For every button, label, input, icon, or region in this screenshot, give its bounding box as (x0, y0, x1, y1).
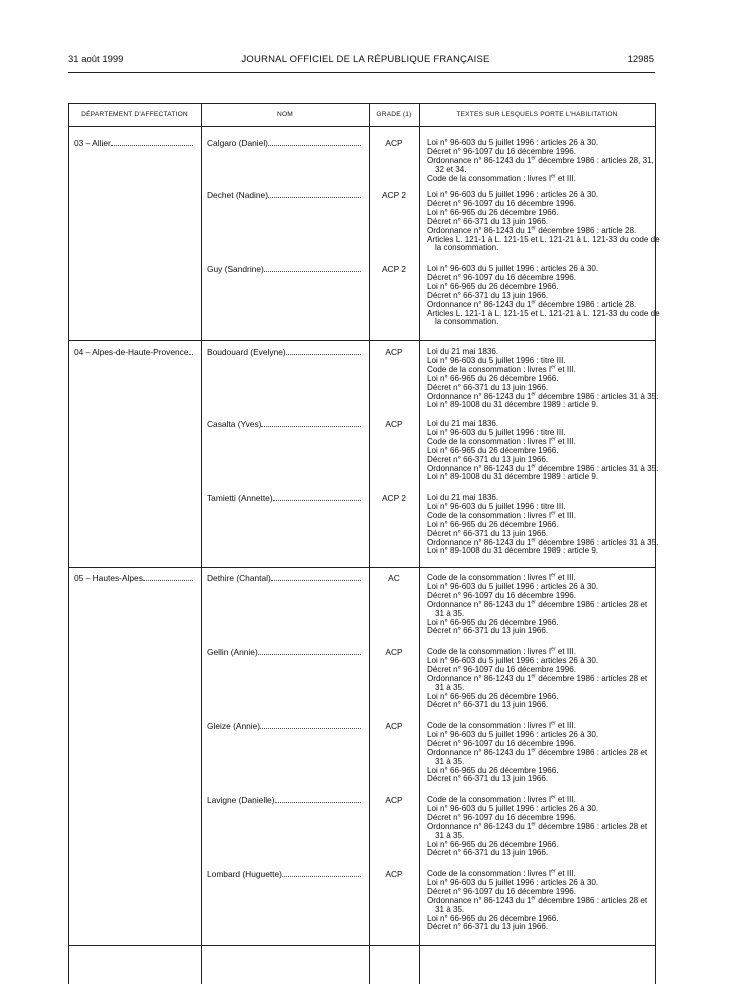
habilitation-text-line: Loi n° 96-603 du 5 juillet 1996 : articles 26 à 30. (427, 581, 599, 591)
habilitation-text-line: Loi n° 89-1008 du 31 décembre 1989 : article 9. (427, 400, 599, 410)
grade-cell: ACP (385, 347, 403, 357)
habilitation-text-line: Décret n° 66-371 du 13 juin 1966. (427, 922, 549, 932)
column-divider (201, 103, 202, 984)
habilitation-text-line: Loi n° 96-603 du 5 juillet 1996 : titre III. (427, 427, 566, 437)
habilitation-text-line: 31 à 35. (435, 756, 465, 766)
habilitation-text-line: Code de la consommation : livres Ier et III. (427, 720, 576, 730)
habilitation-text-line: Code de la consommation : livres Ier et III. (427, 172, 576, 183)
column-header-department: DÉPARTEMENT D'AFFECTATION (81, 111, 188, 118)
habilitation-text-line: Ordonnance n° 86-1243 du 1er décembre 1986 : articles 28, 31, (427, 155, 654, 165)
grade-cell: ACP 2 (381, 264, 407, 274)
habilitation-text-line: Loi du 21 mai 1836. (427, 347, 499, 356)
header-rule (68, 72, 655, 73)
habilitation-text-line: Loi du 21 mai 1836. (427, 493, 499, 502)
habilitation-text-line: Code de la consommation : livres Ier et III. (427, 794, 576, 804)
habilitation-text-line: Loi n° 66-965 du 26 décembre 1966. (427, 839, 559, 849)
grade-cell: ACP (385, 138, 403, 148)
habilitation-text-line: Loi n° 89-1008 du 31 décembre 1989 : article 9. (427, 472, 599, 482)
name-cell: Dechet (Nadine) (207, 191, 361, 200)
issue-date: 31 août 1999 (68, 54, 124, 65)
texts-cell (427, 574, 647, 636)
habilitation-text-line: Ordonnance n° 86-1243 du 1er décembre 1986 : articles 28 et (427, 821, 648, 831)
habilitation-text-line: Code de la consommation : livres Ier et III. (427, 436, 576, 446)
texts-cell (427, 796, 647, 858)
habilitation-text-line: Loi n° 96-603 du 5 juillet 1996 : articles 26 à 30. (427, 877, 599, 887)
habilitation-text-line: Décret n° 66-371 du 13 juin 1966. (427, 382, 549, 392)
habilitation-text-line: Code de la consommation : livres Ier et III. (427, 646, 576, 656)
habilitation-text-line: Loi n° 66-965 du 26 décembre 1966. (427, 617, 559, 627)
habilitation-text-line: Ordonnance n° 86-1243 du 1er décembre 1986 : articles 31 à 35. (427, 390, 659, 401)
name-cell: Lavigne (Danielle) (207, 796, 361, 805)
habilitation-text-line: Ordonnance n° 86-1243 du 1er décembre 1986 : article 28. (427, 298, 637, 309)
texts-cell (427, 722, 647, 784)
grade-cell: ACP (385, 647, 403, 657)
column-divider (369, 103, 370, 984)
habilitation-text-line: Loi n° 66-965 du 26 décembre 1966. (427, 373, 559, 383)
name-cell: Lombard (Huguette) (207, 870, 361, 879)
habilitation-text-line: Loi n° 96-603 du 5 juillet 1996 : articles 26 à 30. (427, 655, 599, 665)
name-cell: Gellin (Annie) (207, 648, 361, 657)
column-header-name: NOM (277, 111, 293, 118)
habilitation-text-line: Loi n° 66-965 du 26 décembre 1966. (427, 519, 559, 529)
habilitation-text-line: Loi n° 66-965 du 26 décembre 1966. (427, 913, 559, 923)
department-cell: 03 – Allier (74, 139, 193, 148)
grade-cell: ACP (385, 869, 403, 879)
department-cell: 05 – Hautes-Alpes (74, 574, 193, 583)
habilitation-text-line: Code de la consommation : livres Ier et III. (427, 572, 576, 582)
texts-cell (427, 648, 647, 710)
habilitation-text-line: Loi n° 66-965 du 26 décembre 1966. (427, 207, 559, 217)
habilitation-text-line: Loi n° 96-603 du 5 juillet 1996 : titre III. (427, 501, 566, 511)
habilitation-text-line: Décret n° 96-1097 du 16 décembre 1996. (427, 812, 577, 822)
habilitation-text-line: Décret n° 66-371 du 13 juin 1966. (427, 700, 549, 710)
grade-cell: ACP (385, 795, 403, 805)
habilitation-text-line: 31 à 35. (435, 682, 465, 692)
grade-cell: ACP (385, 721, 403, 731)
habilitation-text-line: Décret n° 66-371 du 13 juin 1966. (427, 216, 549, 226)
name-cell: Tamietti (Annette) (207, 494, 361, 503)
habilitation-text-line: Ordonnance n° 86-1243 du 1er décembre 1986 : articles 31 à 35. (427, 536, 659, 547)
section-rule (68, 567, 655, 568)
habilitation-text-line: Décret n° 66-371 du 13 juin 1966. (427, 626, 549, 636)
grade-cell: ACP 2 (381, 493, 407, 503)
section-rule (68, 945, 655, 946)
department-cell: 04 – Alpes-de-Haute-Provence (74, 348, 193, 357)
habilitation-text-line: Décret n° 96-1097 du 16 décembre 1996. (427, 664, 577, 674)
habilitation-text-line: 31 à 35. (435, 904, 465, 914)
habilitation-text-line: Décret n° 66-371 du 13 juin 1966. (427, 848, 549, 858)
habilitation-text-line: Articles L. 121-1 à L. 121-15 et L. 121-21 à L. 121-33 du code de (427, 234, 660, 244)
habilitation-text-line: Loi n° 96-603 du 5 juillet 1996 : articles 26 à 30. (427, 264, 599, 273)
name-cell: Calgaro (Daniel) (207, 139, 361, 148)
name-cell: Dethire (Chantal) (207, 574, 361, 583)
habilitation-text-line: Code de la consommation : livres Ier et III. (427, 510, 576, 520)
section-rule (68, 340, 655, 341)
table-header-rule (68, 126, 655, 127)
habilitation-text-line: Ordonnance n° 86-1243 du 1er décembre 1986 : articles 28 et (427, 673, 648, 683)
texts-cell (427, 420, 658, 482)
page-number: 12985 (627, 54, 654, 65)
texts-cell (427, 191, 660, 253)
name-cell: Boudouard (Evelyne) (207, 348, 361, 357)
habilitation-text-line: Ordonnance n° 86-1243 du 1er décembre 1986 : article 28. (427, 224, 637, 235)
habilitation-text-line: Ordonnance n° 86-1243 du 1er décembre 1986 : articles 28 et (427, 895, 648, 905)
habilitation-text-line: la consommation. (435, 243, 499, 253)
habilitation-text-line: Loi n° 66-965 du 26 décembre 1966. (427, 691, 559, 701)
texts-cell (427, 870, 647, 932)
habilitation-text-line: Loi n° 66-965 du 26 décembre 1966. (427, 445, 559, 455)
grade-cell: ACP (385, 419, 403, 429)
habilitation-text-line: Loi n° 66-965 du 26 décembre 1966. (427, 765, 559, 775)
habilitation-text-line: Décret n° 96-1097 du 16 décembre 1996. (427, 738, 577, 748)
habilitation-text-line: Loi n° 96-603 du 5 juillet 1996 : titre III. (427, 355, 566, 365)
habilitation-text-line: Décret n° 66-371 du 13 juin 1966. (427, 774, 549, 784)
texts-cell (427, 265, 660, 327)
habilitation-text-line: Loi n° 66-965 du 26 décembre 1966. (427, 281, 559, 291)
habilitation-text-line: 32 et 34. (435, 164, 467, 174)
habilitation-text-line: Code de la consommation : livres Ier et III. (427, 364, 576, 374)
habilitation-text-line: Code de la consommation : livres Ier et III. (427, 868, 576, 878)
habilitation-text-line: Loi n° 96-603 du 5 juillet 1996 : articles 26 à 30. (427, 729, 599, 739)
habilitation-text-line: Ordonnance n° 86-1243 du 1er décembre 1986 : articles 31 à 35. (427, 462, 659, 473)
habilitation-text-line: Articles L. 121-1 à L. 121-15 et L. 121-21 à L. 121-33 du code de (427, 308, 660, 318)
habilitation-text-line: Décret n° 66-371 du 13 juin 1966. (427, 454, 549, 464)
journal-title: JOURNAL OFFICIEL DE LA RÉPUBLIQUE FRANÇAISE (241, 54, 490, 65)
habilitation-text-line: Ordonnance n° 86-1243 du 1er décembre 1986 : articles 28 et (427, 599, 648, 609)
texts-cell (427, 494, 658, 556)
habilitation-text-line: Décret n° 96-1097 du 16 décembre 1996. (427, 272, 577, 282)
texts-cell (427, 139, 654, 184)
table-top-rule (68, 103, 655, 104)
habilitation-text-line: Décret n° 96-1097 du 16 décembre 1996. (427, 146, 577, 156)
column-divider (419, 103, 420, 984)
habilitation-text-line: Décret n° 96-1097 du 16 décembre 1996. (427, 886, 577, 896)
habilitation-text-line: Décret n° 66-371 du 13 juin 1966. (427, 290, 549, 300)
name-cell: Casalta (Yves) (207, 420, 361, 429)
habilitation-text-line: Ordonnance n° 86-1243 du 1er décembre 1986 : articles 28 et (427, 747, 648, 757)
habilitation-text-line: Loi du 21 mai 1836. (427, 419, 499, 428)
column-divider (68, 103, 69, 984)
habilitation-text-line: Décret n° 96-1097 du 16 décembre 1996. (427, 590, 577, 600)
texts-cell (427, 348, 658, 410)
column-header-grade: GRADE (1) (376, 111, 412, 118)
habilitation-text-line: 31 à 35. (435, 608, 465, 618)
grade-cell: ACP 2 (381, 190, 407, 200)
habilitation-text-line: 31 à 35. (435, 830, 465, 840)
habilitation-text-line: Loi n° 89-1008 du 31 décembre 1989 : article 9. (427, 546, 599, 556)
habilitation-text-line: Loi n° 96-603 du 5 juillet 1996 : articles 26 à 30. (427, 803, 599, 813)
habilitation-text-line: Décret n° 66-371 du 13 juin 1966. (427, 528, 549, 538)
name-cell: Guy (Sandrine) (207, 265, 361, 274)
name-cell: Gleize (Annie) (207, 722, 361, 731)
column-header-texts: TEXTES SUR LESQUELS PORTE L'HABILITATION (456, 111, 618, 118)
habilitation-text-line: Décret n° 96-1097 du 16 décembre 1996. (427, 198, 577, 208)
grade-cell: AC (388, 573, 400, 583)
habilitation-text-line: Loi n° 96-603 du 5 juillet 1996 : articles 26 à 30. (427, 190, 599, 199)
habilitation-text-line: la consommation. (435, 317, 499, 327)
habilitation-text-line: Loi n° 96-603 du 5 juillet 1996 : articles 26 à 30. (427, 138, 599, 147)
